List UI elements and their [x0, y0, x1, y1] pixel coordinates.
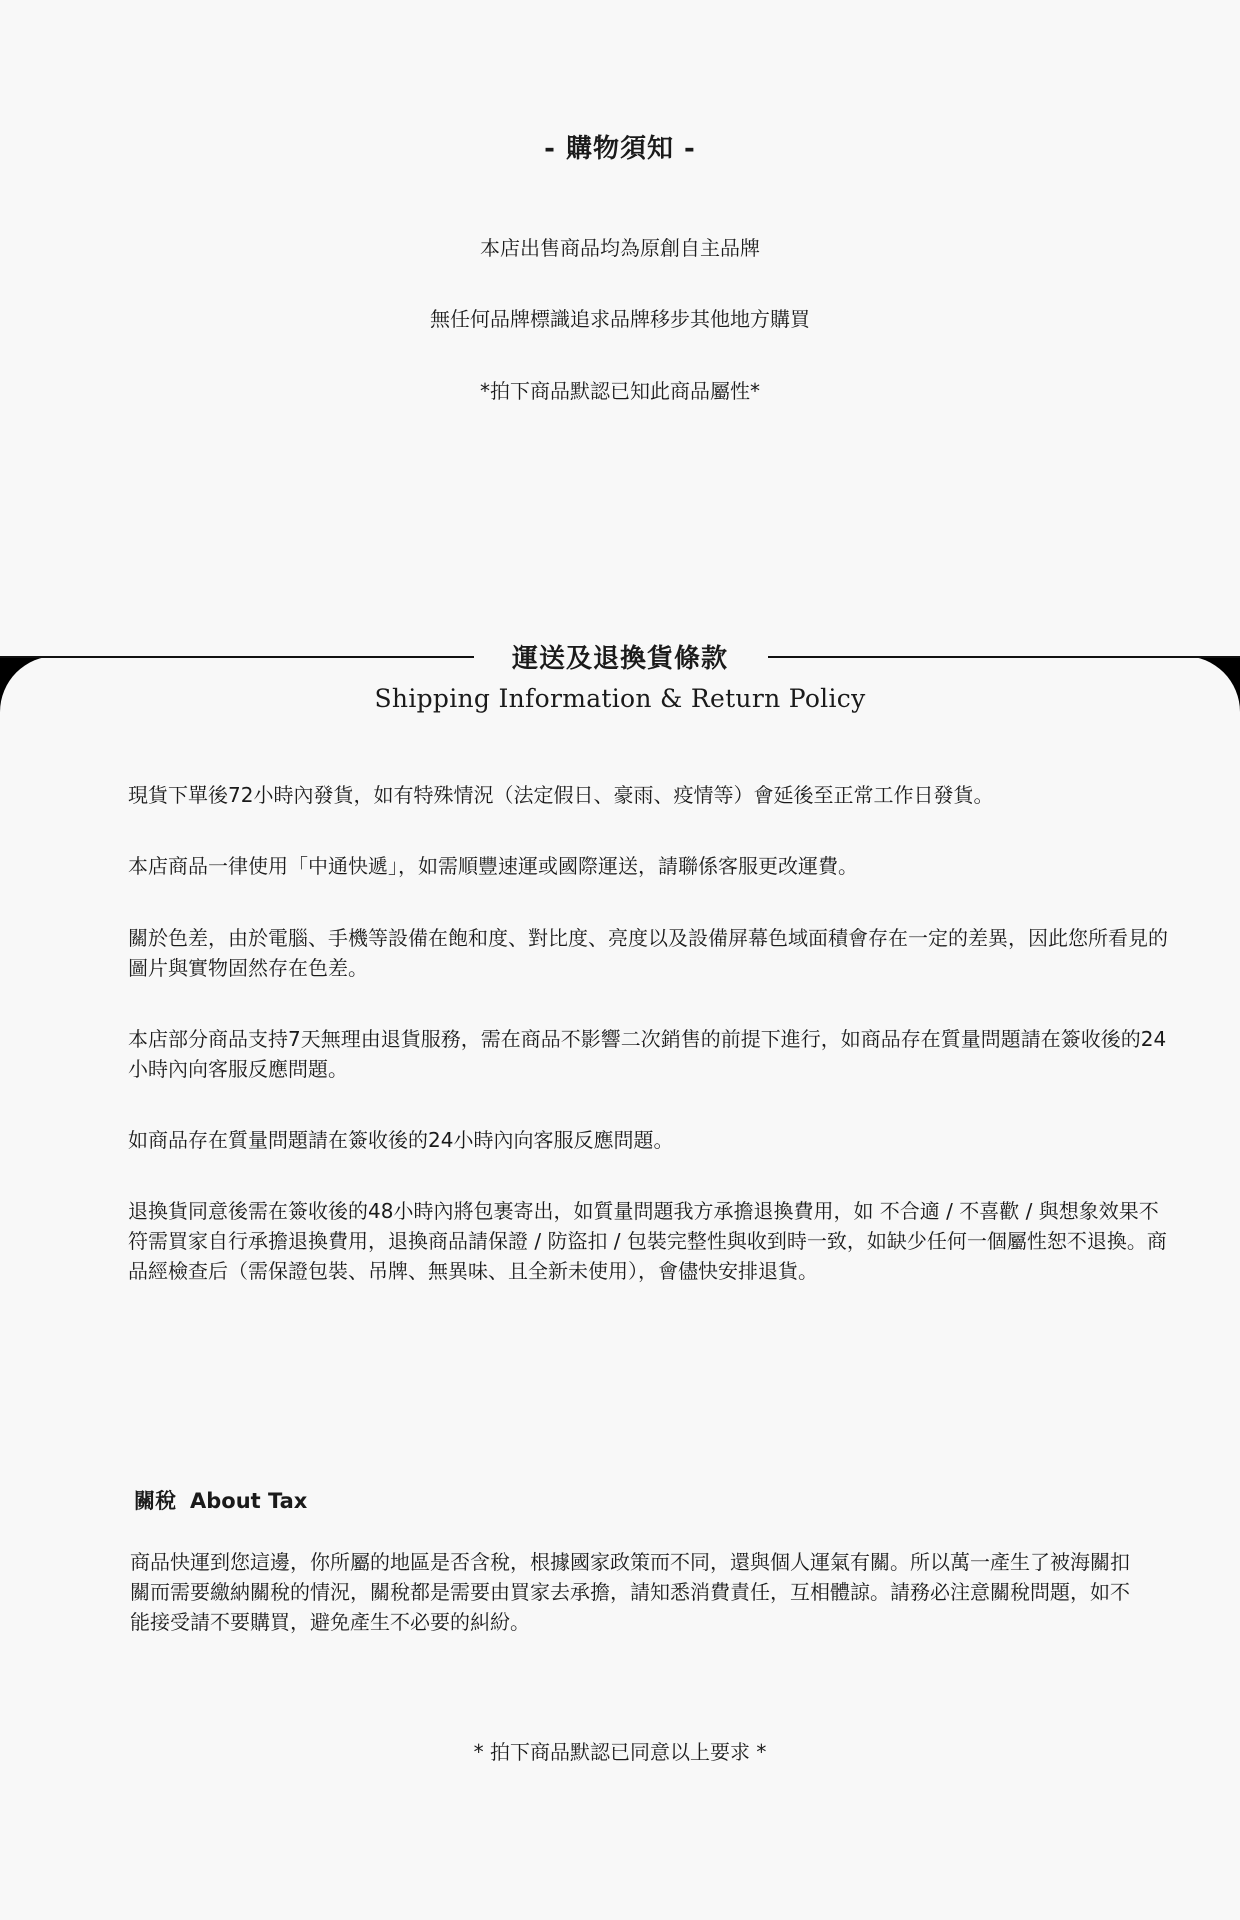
policy-courier: 本店商品一律使用「中通快遞」，如需順豐速運或國際運送，請聯係客服更改運費。 — [128, 854, 858, 878]
policy-quality-issue: 如商品存在質量問題請在簽收後的24小時內向客服反應問題。 — [128, 1128, 674, 1152]
policy-return-procedure: 退換貨同意後需在簽收後的48小時內將包裹寄出，如質量問題我方承擔退換費用，如 不合適 / 不喜歡 / 與想象效果不符需買家自行承擔退換費用，退換商品請保證 / 防盜扣 / 包裝完整性與收到時一致，如缺少任何一個屬性恕不退換。商品經檢查后（需保證包裝、吊牌、無異味、且全新未使用），會儘快安排退貨。 — [128, 1199, 1167, 1283]
policy-seven-day-return: 本店部分商品支持7天無理由退貨服務，需在商品不影響二次銷售的前提下進行，如商品存在質量問題請在簽收後的24小時內向客服反應問題。 — [128, 1027, 1167, 1081]
notice-line-no-logo: 無任何品牌標識追求品牌移步其他地方購買 — [430, 307, 810, 331]
notice-line-brand: 本店出售商品均為原創自主品牌 — [480, 236, 760, 260]
notice-title: - 購物須知 - — [544, 134, 696, 164]
tax-heading-en: About Tax — [190, 1489, 308, 1513]
tax-heading-zh: 關稅 — [134, 1489, 176, 1513]
policy-color-difference: 關於色差，由於電腦、手機等設備在飽和度、對比度、亮度以及設備屏幕色域面積會存在一定的差異，因此您所看見的圖片與實物固然存在色差。 — [128, 926, 1168, 980]
tax-paragraph: 商品快運到您這邊，你所屬的地區是否含稅，根據國家政策而不同，還與個人運氣有關。所以萬一產生了被海關扣關而需要繳納關稅的情況，關稅都是需要由買家去承擔，請知悉消費責任，互相體諒。請務必注意關稅問題，如不能接受請不要購買，避免產生不必要的糾紛。 — [130, 1550, 1130, 1634]
tax-heading — [134, 1485, 307, 1515]
policy-shipping-time: 現貨下單後72小時內發貨，如有特殊情況（法定假日、豪雨、疫情等）會延後至正常工作日發貨。 — [128, 783, 994, 807]
notice-line-default: *拍下商品默認已知此商品屬性* — [480, 379, 760, 403]
footer-agreement-note: * 拍下商品默認已同意以上要求 * — [473, 1740, 767, 1764]
shipping-section-subtitle: Shipping Information & Return Policy — [374, 684, 866, 713]
shipping-section-title: 運送及退換貨條款 — [511, 644, 728, 674]
